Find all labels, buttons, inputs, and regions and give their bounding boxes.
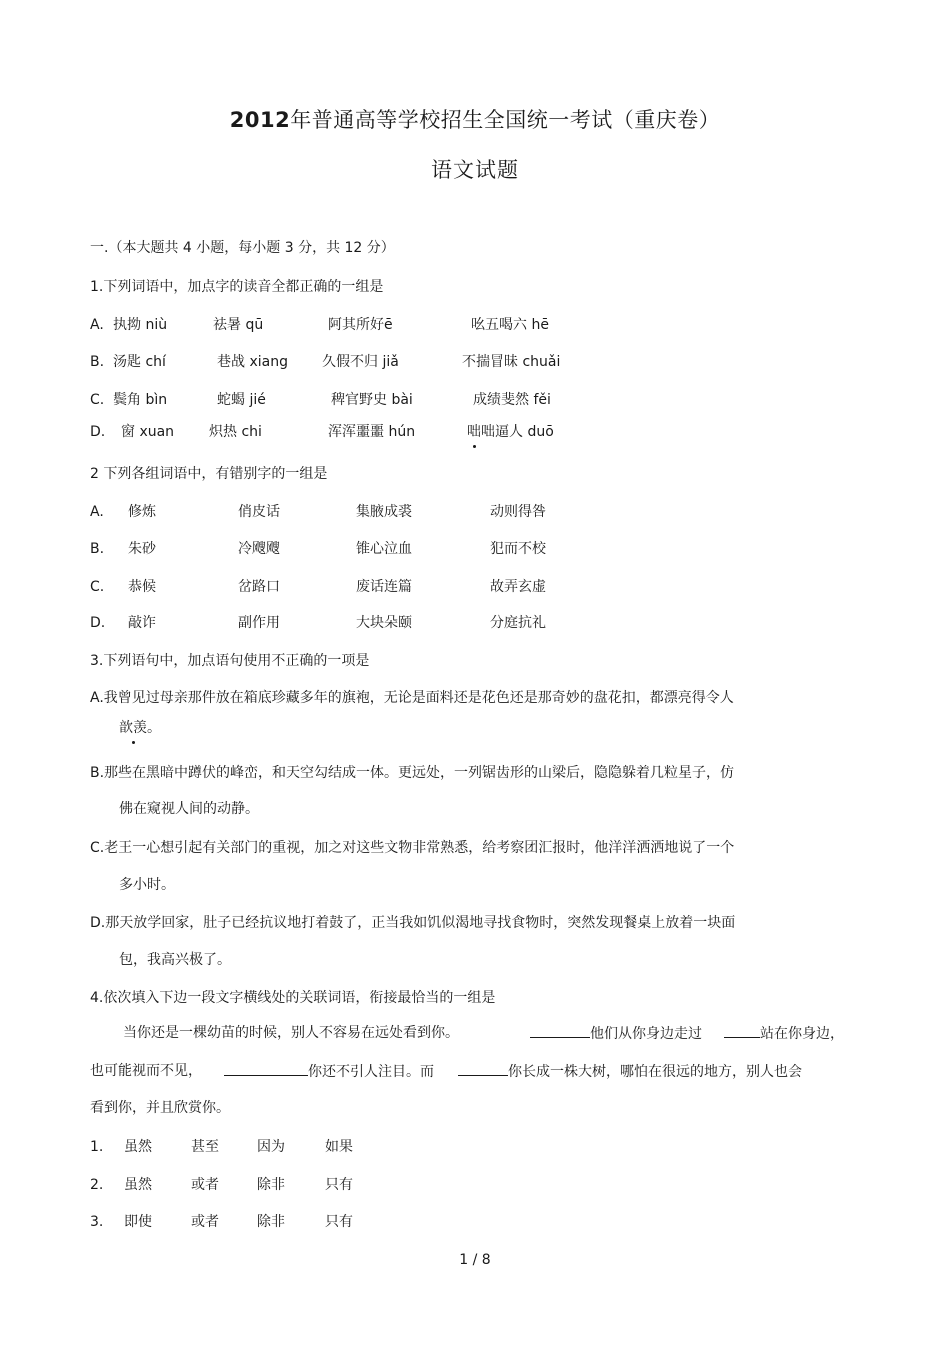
q3-option-c-text: C.老王一心想引起有关部门的重视，加之对这些文物非常熟悉，给考察团汇报时，他洋洋洒洒地说了一个 [90, 840, 735, 856]
q3-option-b-text: B.那些在黑暗中蹲伏的峰峦，和天空勾结成一体。更远处，一列锯齿形的山梁后，隐隐躲着几粒星子，仿 [90, 765, 735, 781]
q4-passage-text [724, 1023, 844, 1044]
q2-option-d-item: 副作用 [238, 615, 280, 631]
q2-option-d-label: D. [90, 615, 106, 631]
q4-option-item: 只有 [325, 1214, 353, 1230]
q1-option-d-item [467, 422, 554, 442]
q2-option-b-label: B. [90, 541, 105, 557]
q4-passage-text [224, 1061, 434, 1082]
q3-option-d-text: D.那天放学回家，肚子已经抗议地打着鼓了，正当我如饥似渴地寻找食物时，突然发现餐桌上放着一块面 [90, 915, 736, 931]
q4-passage-segment: 站在你身边， [760, 1026, 844, 1042]
question-3-stem: 3.下列语句中，加点语句使用不正确的一项是 [90, 653, 370, 669]
q3-option-a-continuation [119, 718, 161, 738]
exam-subtitle: 语文试题 [431, 158, 519, 182]
q1-option-b-item: 久假不归 jiǎ [322, 354, 399, 370]
section-heading: 一.（本大题共 4 小题，每小题 3 分，共 12 分） [90, 240, 395, 256]
q2-option-a-item: 动则得咎 [490, 504, 546, 520]
q2-option-b-item: 冷飕飕 [238, 541, 280, 557]
q4-option-item: 除非 [257, 1177, 285, 1193]
q4-passage-segment: 你还不引人注目。而 [308, 1064, 434, 1080]
exam-title [0, 104, 950, 134]
q1-option-a-item: 吆五喝六 hē [471, 317, 549, 333]
q4-option-item: 因为 [257, 1139, 285, 1155]
q4-option-item: 只有 [325, 1177, 353, 1193]
q1-option-a-item: 阿其所好ē [328, 317, 393, 333]
q4-passage-text [458, 1061, 802, 1082]
q2-option-a-label: A. [90, 504, 104, 520]
q2-option-c-item: 恭候 [128, 579, 156, 595]
fill-blank [458, 1061, 508, 1076]
q2-option-a-item: 修炼 [128, 504, 156, 520]
title-text: 年普通高等学校招生全国统一考试（重庆卷） [290, 108, 721, 132]
q4-option-item: 甚至 [191, 1139, 219, 1155]
q3-option-d-continuation: 包，我高兴极了。 [119, 952, 231, 968]
q1-option-c-item: 鬓角 bìn [113, 392, 168, 408]
q1-option-c-item: 稗官野史 bài [331, 392, 413, 408]
q3-option-a-end: 。 [147, 720, 161, 736]
q4-passage-text: 也可能视而不见， [90, 1063, 202, 1079]
q2-option-a-item: 集腋成裘 [356, 504, 412, 520]
q1-option-c-label: C. [90, 392, 105, 408]
q4-option-item: 或者 [191, 1214, 219, 1230]
q1-option-b-item: 巷战 xiang [217, 354, 288, 370]
q4-option-item: 虽然 [124, 1139, 152, 1155]
q2-option-d-item: 敲诈 [128, 615, 156, 631]
q4-option-item: 虽然 [124, 1177, 152, 1193]
q4-option-label: 2. [90, 1177, 104, 1193]
q2-option-b-item: 锥心泣血 [356, 541, 412, 557]
q4-passage-text: 当你还是一棵幼苗的时候，别人不容易在远处看到你。 [123, 1025, 459, 1041]
q1-option-a-label: A. [90, 317, 104, 333]
question-1-stem: 1.下列词语中，加点字的读音全都正确的一组是 [90, 279, 384, 295]
title-year: 2012 [229, 108, 291, 132]
q4-passage-text: 看到你，并且欣赏你。 [90, 1100, 230, 1116]
q4-option-label: 3. [90, 1214, 104, 1230]
q1-option-d-label: D. [90, 424, 106, 440]
dotted-char: 咄 [467, 424, 481, 440]
q2-option-c-item: 废话连篇 [356, 579, 412, 595]
q4-option-item: 即使 [124, 1214, 152, 1230]
q4-passage-text [530, 1023, 702, 1044]
q4-option-item: 除非 [257, 1214, 285, 1230]
q2-option-b-item: 犯而不校 [490, 541, 546, 557]
q1-option-d-item: 炽热 chi [209, 424, 262, 440]
q3-option-c-continuation: 多小时。 [119, 877, 175, 893]
q2-option-a-item: 俏皮话 [238, 504, 280, 520]
q2-option-b-item: 朱砂 [128, 541, 156, 557]
q1-option-b-item: 不揣冒昧 chuǎi [462, 354, 561, 370]
q2-option-d-item: 分庭抗礼 [490, 615, 546, 631]
q1-option-a-item: 祛暑 qū [213, 317, 264, 333]
q4-option-label: 1. [90, 1139, 104, 1155]
q2-option-c-label: C. [90, 579, 105, 595]
fill-blank [724, 1023, 760, 1038]
q4-option-item: 如果 [325, 1139, 353, 1155]
fill-blank [224, 1061, 308, 1076]
dotted-phrase: 歆羡 [119, 720, 147, 736]
q2-option-c-item: 故弄玄虚 [490, 579, 546, 595]
q4-option-item: 或者 [191, 1177, 219, 1193]
q2-option-c-item: 岔路口 [238, 579, 280, 595]
page-number: 1 / 8 [459, 1252, 491, 1268]
q3-option-b-continuation: 佛在窥视人间的动静。 [119, 801, 259, 817]
question-4-stem: 4.依次填入下边一段文字横线处的关联词语，衔接最恰当的一组是 [90, 990, 496, 1006]
q1-option-c-item: 蛇蝎 jié [217, 392, 266, 408]
q1-option-d-item: 浑浑噩噩 hún [328, 424, 416, 440]
q1-option-d-item: 窗 xuan [121, 424, 175, 440]
q3-option-a-text: A.我曾见过母亲那件放在箱底珍藏多年的旗袍，无论是面料还是花色还是那奇妙的盘花扣，都漂亮得令人 [90, 690, 734, 706]
q4-passage-segment: 他们从你身边走过 [590, 1026, 702, 1042]
q2-option-d-item: 大块朵颐 [356, 615, 412, 631]
q1-option-b-item: 汤匙 chí [113, 354, 166, 370]
q1-option-c-item: 成绩斐然 fěi [473, 392, 551, 408]
q1-option-b-label: B. [90, 354, 105, 370]
question-2-stem: 2 下列各组词语中，有错别字的一组是 [90, 466, 328, 482]
q4-passage-segment: 你长成一株大树，哪怕在很远的地方，别人也会 [508, 1064, 802, 1080]
q1-option-d-item-rest: 咄逼人 duō [481, 424, 554, 440]
q1-option-a-item: 执拗 niù [113, 317, 168, 333]
fill-blank [530, 1023, 590, 1038]
